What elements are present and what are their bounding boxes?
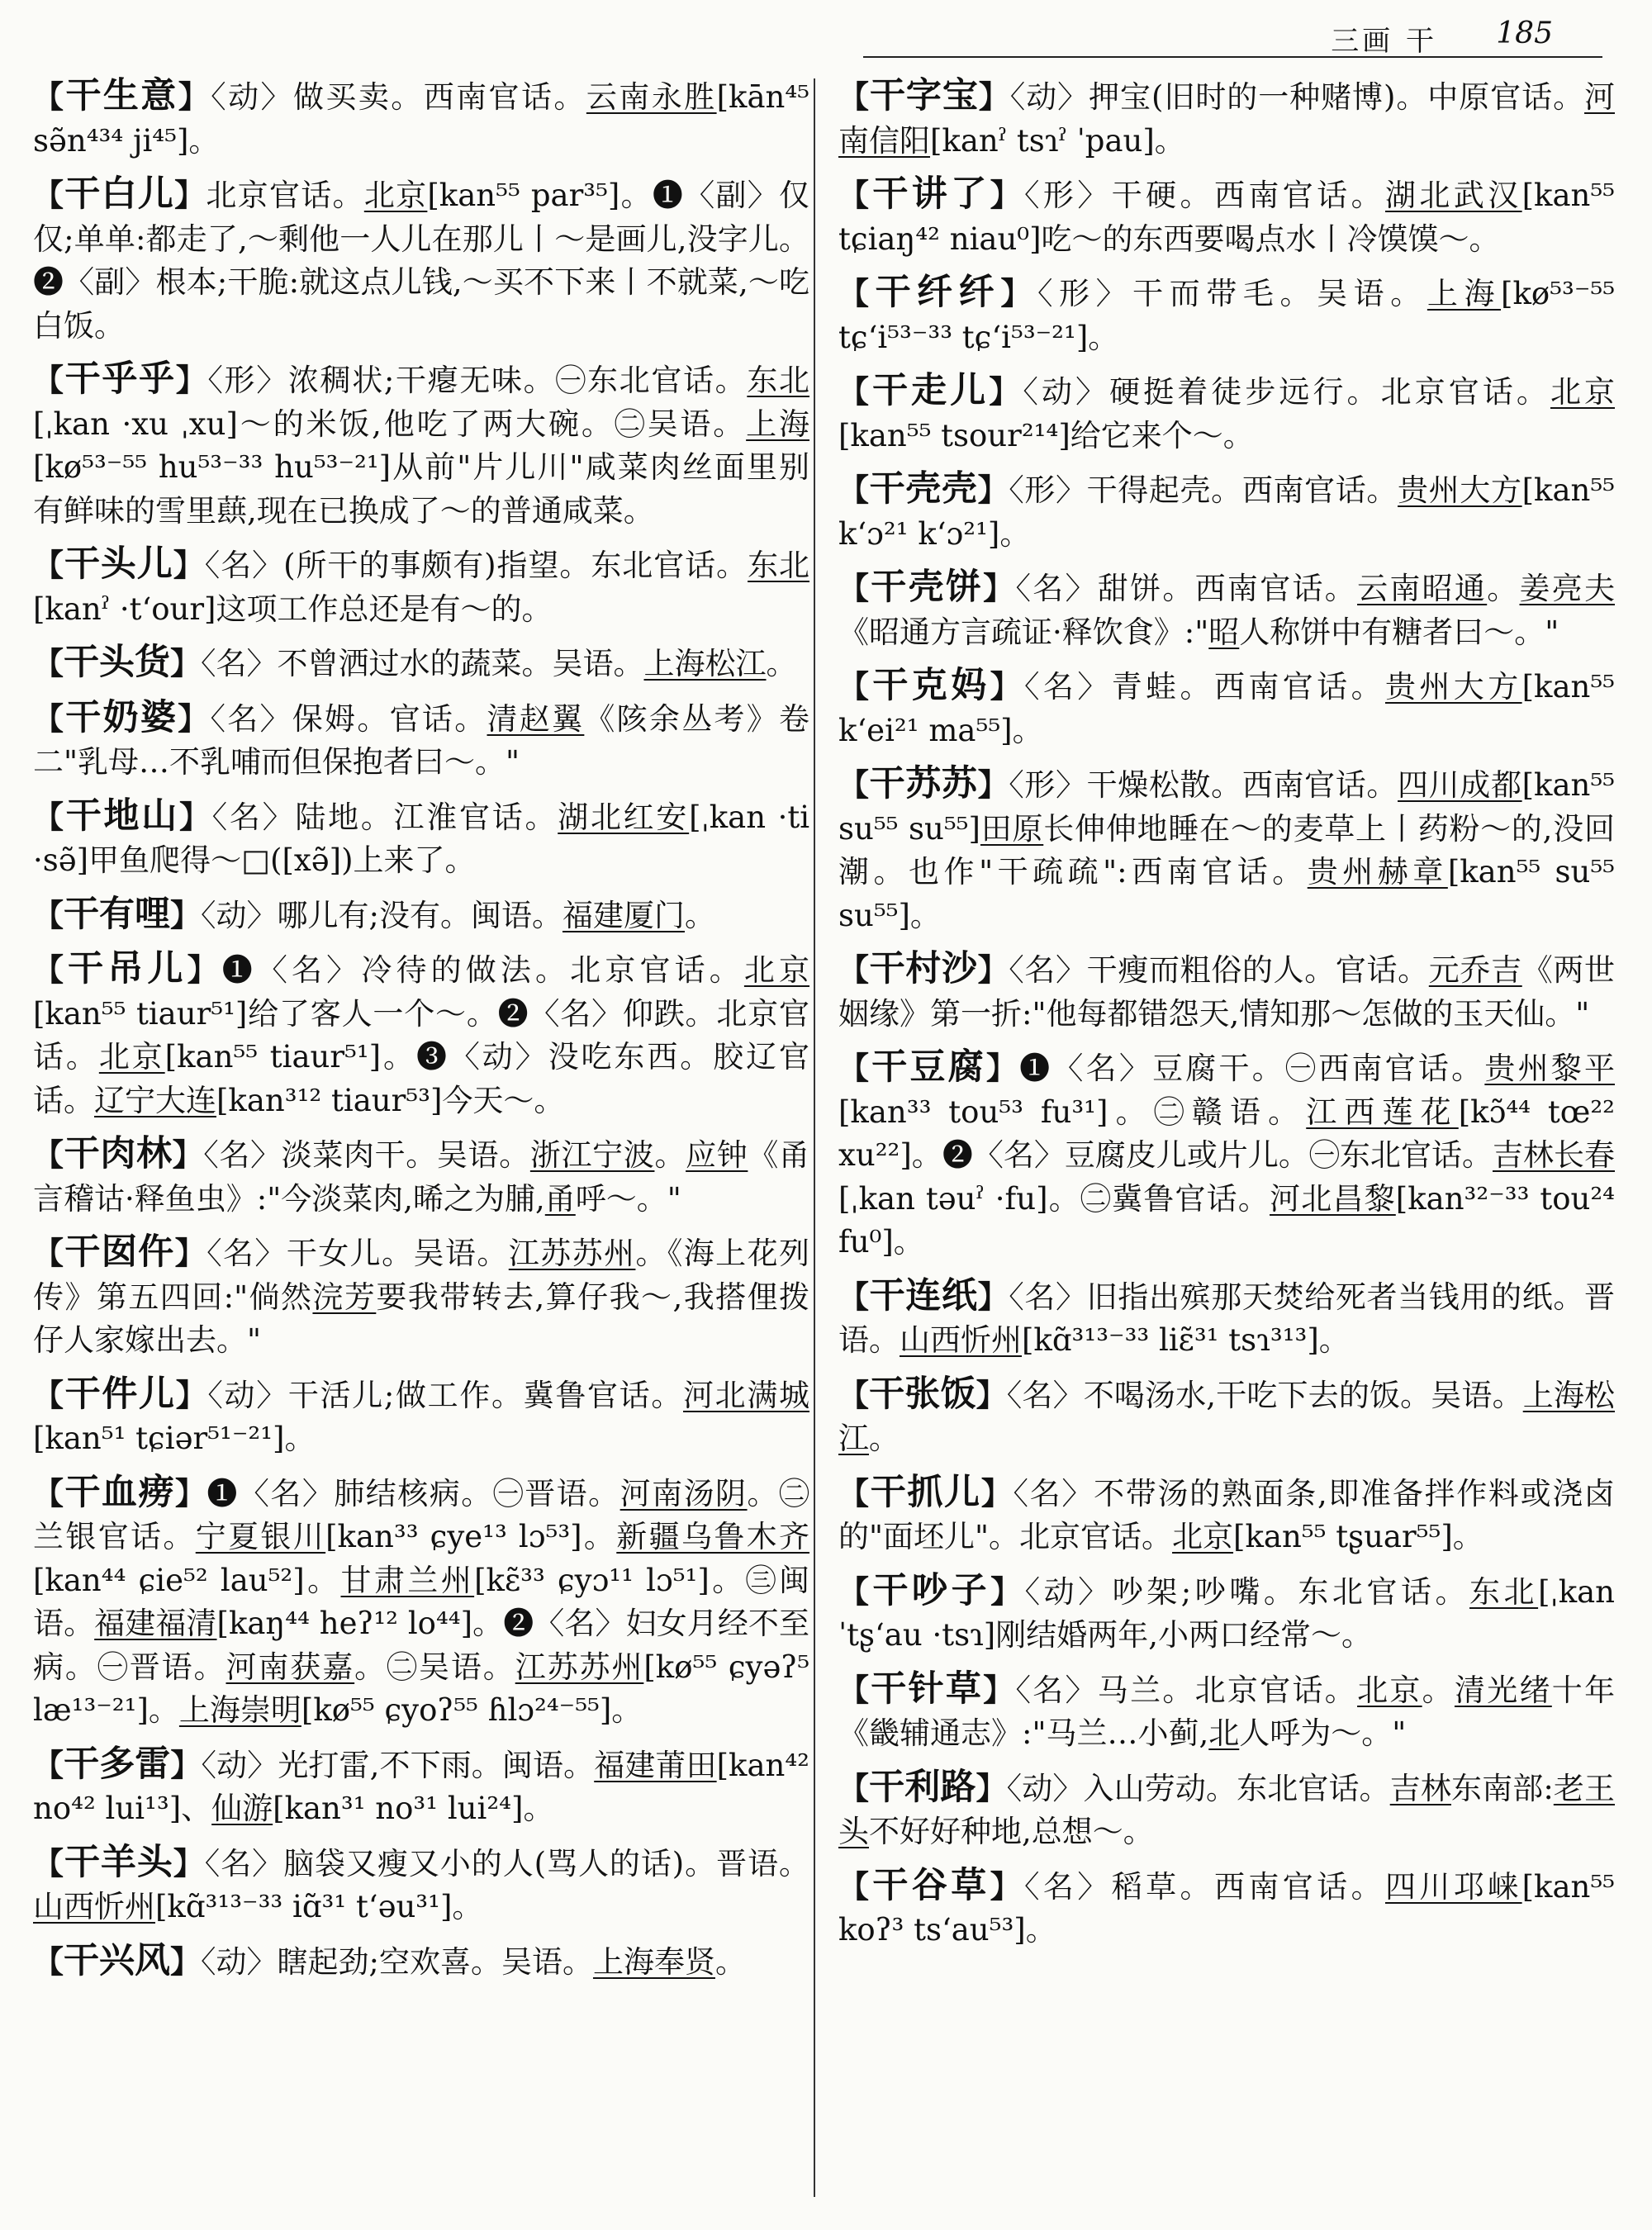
entry: 【干讲了】〈形〉干硬。西南官话。湖北武汉[kan⁵⁵ tɕiaŋ⁴² niau⁰]吃～的东西要喝点水丨冷馍馍～。 — [838, 173, 1615, 257]
definition: 〈名〉不曾洒过水的蔬菜。吴语。上海松江。 — [201, 646, 797, 681]
entry: 【干生意】〈动〉做买卖。西南官话。云南永胜[kān⁴⁵ sə̃n⁴³⁴ ji⁴⁵]。 — [33, 75, 809, 159]
entry: 【干壳壳】〈形〉干得起壳。西南官话。贵州大方[kan⁵⁵ kʻɔ²¹ kʻɔ²¹]。 — [838, 468, 1615, 552]
headword: 干件儿 — [64, 1373, 176, 1415]
definition: 〈动〉瞎起劲;空欢喜。吴语。上海奉贤。 — [201, 1943, 746, 1980]
entry: 【干豆腐】❶〈名〉豆腐干。㊀西南官话。贵州黎平[kan³³ tou⁵³ fu³¹]。㊁赣语。江西莲花[kɔ̃⁴⁴ tœ²² xu²²]。❷〈名〉豆腐皮儿或片儿。㊀东北官话。吉林长春[ˌkan təuˀ ·fu]。㊁冀鲁官话。河北昌黎[kan³²⁻³³ tou²⁴ fu⁰]。 — [838, 1046, 1615, 1260]
entry: 【干血痨】❶〈名〉肺结核病。㊀晋语。河南汤阴。㊁兰银官话。宁夏银川[kan³³ ɕye¹³ lɔ⁵³]。新疆乌鲁木齐[kan⁴⁴ ɕie⁵² lau⁵²]。甘肃兰州[kɛ̃³³ ɕyɔ¹¹ lɔ⁵¹]。㊂闽语。福建福清[kaŋ⁴⁴ heʔ¹² lo⁴⁴]。❷〈名〉妇女月经不至病。㊀晋语。河南获嘉。㊁吴语。江苏苏州[kø⁵⁵ ɕyəʔ⁵ læ¹³⁻²¹]。上海崇明[kø⁵⁵ ɕyoʔ⁵⁵ ɦlɔ²⁴⁻⁵⁵]。 — [33, 1471, 809, 1728]
headword: 干纤纤 — [875, 272, 1001, 313]
definition: 〈名〉干女儿。吴语。江苏苏州。《海上花列传》第五四回:"倘然浣芳要我带转去,算仔我～,我搭俚拨仔人家嫁出去。" — [33, 1236, 809, 1358]
definition: 〈名〉淡菜肉干。吴语。浙江宁波。应钟《甬言稽诂·释鱼虫》:"今淡菜肉,晞之为脯,甬呼～。" — [33, 1137, 809, 1217]
headword: 干利路 — [869, 1766, 976, 1808]
entry: 【干张饭】〈名〉不喝汤水,干吃下去的饭。吴语。上海松江。 — [838, 1373, 1615, 1456]
header-rule — [863, 56, 1602, 58]
headword: 干白儿 — [64, 173, 175, 215]
headword: 干地山 — [65, 795, 179, 837]
entry: 【干壳饼】〈名〉甜饼。西南官话。云南昭通。姜亮夫《昭通方言疏证·释饮食》:"昭人称饼中有糖者曰～。" — [838, 567, 1615, 650]
headword: 干村沙 — [869, 948, 978, 989]
definition: 〈名〉陆地。江淮官话。湖北红安[ˌkan ·ti ·sə̃]甲鱼爬得～□([xə̃])上来了。 — [33, 799, 809, 878]
headword: 干头货 — [64, 642, 170, 683]
definition: 〈名〉稻草。西南官话。四川邛崃[kan⁵⁵ koʔ³ tsʻau⁵³]。 — [838, 1868, 1615, 1948]
definition: ❶〈名〉豆腐干。㊀西南官话。贵州黎平[kan³³ tou⁵³ fu³¹]。㊁赣语。江西莲花[kɔ̃⁴⁴ tœ²² xu²²]。❷〈名〉豆腐皮儿或片儿。㊀东北官话。吉林长春[ˌkan təuˀ ·fu]。㊁冀鲁官话。河北昌黎[kan³²⁻³³ tou²⁴ fu⁰]。 — [838, 1051, 1615, 1260]
headword: 干乎乎 — [64, 358, 176, 400]
entry: 【干奶婆】〈名〉保姆。官话。清赵翼《陔余丛考》卷二"乳母…不乳哺而但保抱者曰～。" — [33, 696, 809, 780]
left-column — [33, 74, 809, 2213]
headword: 干头儿 — [64, 543, 173, 585]
headword: 干吵子 — [872, 1569, 991, 1611]
definition: 〈形〉干而带毛。吴语。上海[kø⁵³⁻⁵⁵ tɕʻi⁵³⁻³³ tɕʻi⁵³⁻²¹]。 — [838, 276, 1615, 355]
definition: 〈动〉吵架;吵嘴。东北官话。东北[ˌkan ˈtʂʻau ·tsɿ]刚结婚两年,小两口经常～。 — [838, 1573, 1615, 1653]
headword: 干吊儿 — [68, 948, 188, 989]
definition: 〈动〉入山劳动。东北官话。吉林东南部:老王头不好好种地,总想～。 — [838, 1770, 1615, 1849]
headword: 干肉林 — [64, 1133, 173, 1174]
definition: 〈名〉不喝汤水,干吃下去的饭。吴语。上海松江。 — [838, 1377, 1615, 1456]
definition: 北京官话。北京[kan⁵⁵ par³⁵]。❶〈副〉仅仅;单单:都走了,～剩他一人儿在那儿丨～是画儿,没字儿。❷〈副〉根本;干脆:就这点儿钱,～买不下来丨不就菜,～吃白饭。 — [33, 178, 809, 344]
entry: 【干针草】〈名〉马兰。北京官话。北京。清光绪十年《畿辅通志》:"马兰…小蓟,北人呼为～。" — [838, 1668, 1615, 1751]
definition: 〈动〉做买卖。西南官话。云南永胜[kān⁴⁵ sə̃n⁴³⁴ ji⁴⁵]。 — [33, 79, 809, 159]
entry: 【干头儿】〈名〉(所干的事颇有)指望。东北官话。东北[kanˀ ·tʻour]这项工作总还是有～的。 — [33, 543, 809, 627]
entry: 【干走儿】〈动〉硬挺着徒步远行。北京官话。北京[kan⁵⁵ tsour²¹⁴]给它来个～。 — [838, 370, 1615, 453]
headword: 干羊头 — [64, 1841, 173, 1883]
definition: ❶〈名〉肺结核病。㊀晋语。河南汤阴。㊁兰银官话。宁夏银川[kan³³ ɕye¹³ lɔ⁵³]。新疆乌鲁木齐[kan⁴⁴ ɕie⁵² lau⁵²]。甘肃兰州[kɛ̃³³ ɕyɔ¹¹ lɔ⁵¹]。㊂闽语。福建福清[kaŋ⁴⁴ heʔ¹² lo⁴⁴]。❷〈名〉妇女月经不至病。㊀晋语。河南获嘉。㊁吴语。江苏苏州[kø⁵⁵ ɕyəʔ⁵ læ¹³⁻²¹]。上海崇明[kø⁵⁵ ɕyoʔ⁵⁵ ɦlɔ²⁴⁻⁵⁵]。 — [33, 1475, 809, 1728]
entry: 【干谷草】〈名〉稻草。西南官话。四川邛崃[kan⁵⁵ koʔ³ tsʻau⁵³]。 — [838, 1864, 1615, 1948]
definition: 〈动〉哪儿有;没有。闽语。福建厦门。 — [201, 897, 715, 933]
headword: 干豆腐 — [871, 1046, 986, 1088]
definition: 〈名〉马兰。北京官话。北京。清光绪十年《畿辅通志》:"马兰…小蓟,北人呼为～。" — [838, 1672, 1615, 1751]
definition: 〈名〉脑袋又瘦又小的人(骂人的话)。晋语。山西忻州[kɑ̃³¹³⁻³³ iɑ̃³¹ tʻəu³¹]。 — [33, 1845, 809, 1924]
definition: 〈名〉保姆。官话。清赵翼《陔余丛考》卷二"乳母…不乳哺而但保抱者曰～。" — [33, 700, 809, 780]
entry: 【干吵子】〈动〉吵架;吵嘴。东北官话。东北[ˌkan ˈtʂʻau ·tsɿ]刚结婚两年,小两口经常～。 — [838, 1569, 1615, 1653]
headword: 干字宝 — [869, 75, 979, 116]
headword: 干血痨 — [64, 1471, 175, 1513]
definition: 〈名〉不带汤的熟面条,即准备拌作料或浇卤的"面坯儿"。北京官话。北京[kan⁵⁵ tʂuar⁵⁵]。 — [838, 1475, 1615, 1554]
headword: 干讲了 — [872, 173, 990, 215]
entry: 【干多雷】〈动〉光打雷,不下雨。闽语。福建莆田[kan⁴² no⁴² lui¹³]、仙游[kan³¹ no³¹ lui²⁴]。 — [33, 1743, 809, 1826]
entry: 【干乎乎】〈形〉浓稠状;干瘪无味。㊀东北官话。东北[ˌkan ·xu ˌxu]～的米饭,他吃了两大碗。㊁吴语。上海[kø⁵³⁻⁵⁵ hu⁵³⁻³³ hu⁵³⁻²¹]从前"片儿川"咸菜肉丝面里别有鲜味的雪里蕻,现在已换成了～的普通咸菜。 — [33, 358, 809, 529]
headword: 干奶婆 — [65, 696, 178, 738]
entry: 【干抓儿】〈名〉不带汤的熟面条,即准备拌作料或浇卤的"面坯儿"。北京官话。北京[kan⁵⁵ tʂuar⁵⁵]。 — [838, 1471, 1615, 1554]
entry: 【干村沙】〈名〉干瘦而粗俗的人。官话。元乔吉《两世姻缘》第一折:"他每都错怨天,情知那～怎做的玉天仙。" — [838, 948, 1615, 1032]
headword: 干有哩 — [64, 893, 170, 935]
headword: 干壳壳 — [869, 468, 978, 510]
definition: 〈形〉干硬。西南官话。湖北武汉[kan⁵⁵ tɕiaŋ⁴² niau⁰]吃～的东西要喝点水丨冷馍馍～。 — [838, 178, 1615, 257]
definition: 〈名〉干瘦而粗俗的人。官话。元乔吉《两世姻缘》第一折:"他每都错怨天,情知那～怎做的玉天仙。" — [838, 952, 1615, 1032]
page-number: 185 — [1496, 17, 1553, 50]
entry: 【干吊儿】❶〈名〉冷待的做法。北京官话。北京[kan⁵⁵ tiaur⁵¹]给了客人一个～。❷〈名〉仰跌。北京官话。北京[kan⁵⁵ tiaur⁵¹]。❸〈动〉没吃东西。胶辽官话。辽宁大连[kan³¹² tiaur⁵³]今天～。 — [33, 948, 809, 1118]
entry: 【干囡仵】〈名〉干女儿。吴语。江苏苏州。《海上花列传》第五四回:"倘然浣芳要我带转去,算仔我～,我搭俚拨仔人家嫁出去。" — [33, 1231, 809, 1358]
entry: 【干件儿】〈动〉干活儿;做工作。冀鲁官话。河北满城[kan⁵¹ tɕiər⁵¹⁻²¹]。 — [33, 1373, 809, 1456]
entry: 【干克妈】〈名〉青蛙。西南官话。贵州大方[kan⁵⁵ kʻei²¹ ma⁵⁵]。 — [838, 665, 1615, 748]
entry: 【干连纸】〈名〉旧指出殡那天焚给死者当钱用的纸。晋语。山西忻州[kɑ̃³¹³⁻³³ liɛ̃³¹ tsɿ³¹³]。 — [838, 1274, 1615, 1358]
definition: 〈动〉光打雷,不下雨。闽语。福建莆田[kan⁴² no⁴² lui¹³]、仙游[kan³¹ no³¹ lui²⁴]。 — [33, 1747, 809, 1826]
headword: 干张饭 — [869, 1373, 976, 1415]
page-header — [33, 10, 1602, 58]
headword: 干连纸 — [869, 1274, 978, 1317]
entry: 【干纤纤】〈形〉干而带毛。吴语。上海[kø⁵³⁻⁵⁵ tɕʻi⁵³⁻³³ tɕʻi⁵³⁻²¹]。 — [838, 272, 1615, 355]
definition: 〈形〉干燥松散。西南官话。四川成都[kan⁵⁵ su⁵⁵ su⁵⁵]田原长伸伸地睡在～的麦草上丨药粉～的,没回潮。也作"干疏疏":西南官话。贵州赫章[kan⁵⁵ su⁵⁵ su⁵⁵]。 — [838, 767, 1615, 933]
headword: 干抓儿 — [870, 1471, 981, 1513]
headword: 干多雷 — [64, 1743, 171, 1785]
headword: 干走儿 — [872, 370, 990, 411]
definition: 〈形〉干得起壳。西南官话。贵州大方[kan⁵⁵ kʻɔ²¹ kʻɔ²¹]。 — [838, 472, 1615, 552]
headword: 干苏苏 — [869, 763, 978, 804]
entry: 【干地山】〈名〉陆地。江淮官话。湖北红安[ˌkan ·ti ·sə̃]甲鱼爬得～□([xə̃])上来了。 — [33, 795, 809, 878]
headword: 干克妈 — [872, 665, 990, 706]
entry: 【干白儿】北京官话。北京[kan⁵⁵ par³⁵]。❶〈副〉仅仅;单单:都走了,～剩他一人儿在那儿丨～是画儿,没字儿。❷〈副〉根本;干脆:就这点儿钱,～买不下来丨不就菜,～吃白饭。 — [33, 173, 809, 344]
definition: 〈名〉青蛙。西南官话。贵州大方[kan⁵⁵ kʻei²¹ ma⁵⁵]。 — [838, 669, 1615, 748]
headword: 干兴风 — [64, 1939, 170, 1981]
section-label: 三画 干 — [1331, 25, 1437, 58]
definition: 〈动〉干活儿;做工作。冀鲁官话。河北满城[kan⁵¹ tɕiər⁵¹⁻²¹]。 — [33, 1377, 809, 1456]
entry: 【干苏苏】〈形〉干燥松散。西南官话。四川成都[kan⁵⁵ su⁵⁵ su⁵⁵]田原长伸伸地睡在～的麦草上丨药粉～的,没回潮。也作"干疏疏":西南官话。贵州赫章[kan⁵⁵ su⁵⁵ su⁵⁵]。 — [838, 763, 1615, 933]
entry: 【干肉林】〈名〉淡菜肉干。吴语。浙江宁波。应钟《甬言稽诂·释鱼虫》:"今淡菜肉,晞之为脯,甬呼～。" — [33, 1133, 809, 1217]
headword: 干生意 — [65, 75, 178, 116]
column-divider — [814, 78, 815, 2197]
headword: 干囡仵 — [64, 1231, 175, 1273]
headword: 干针草 — [871, 1668, 984, 1710]
right-column — [838, 74, 1615, 2213]
definition: 〈动〉硬挺着徒步远行。北京官话。北京[kan⁵⁵ tsour²¹⁴]给它来个～。 — [838, 374, 1615, 453]
definition: 〈名〉甜饼。西南官话。云南昭通。姜亮夫《昭通方言疏证·释饮食》:"昭人称饼中有糖者曰～。" — [838, 571, 1615, 650]
definition: 〈动〉押宝(旧时的一种赌博)。中原官话。河南信阳[kanˀ tsɿˀ ˈpau]。 — [838, 79, 1615, 159]
definition: 〈形〉浓稠状;干瘪无味。㊀东北官话。东北[ˌkan ·xu ˌxu]～的米饭,他吃了两大碗。㊁吴语。上海[kø⁵³⁻⁵⁵ hu⁵³⁻³³ hu⁵³⁻²¹]从前"片儿川"咸菜肉丝面里别有鲜味的雪里蕻,现在已换成了～的普通咸菜。 — [33, 363, 809, 529]
entry: 【干有哩】〈动〉哪儿有;没有。闽语。福建厦门。 — [33, 893, 715, 935]
entry: 【干头货】〈名〉不曾洒过水的蔬菜。吴语。上海松江。 — [33, 642, 797, 683]
definition: ❶〈名〉冷待的做法。北京官话。北京[kan⁵⁵ tiaur⁵¹]给了客人一个～。❷〈名〉仰跌。北京官话。北京[kan⁵⁵ tiaur⁵¹]。❸〈动〉没吃东西。胶辽官话。辽宁大连[kan³¹² tiaur⁵³]今天～。 — [33, 952, 809, 1118]
definition: 〈名〉(所干的事颇有)指望。东北官话。东北[kanˀ ·tʻour]这项工作总还是有～的。 — [33, 548, 809, 627]
entry: 【干利路】〈动〉入山劳动。东北官话。吉林东南部:老王头不好好种地,总想～。 — [838, 1766, 1615, 1849]
entry: 【干兴风】〈动〉瞎起劲;空欢喜。吴语。上海奉贤。 — [33, 1939, 746, 1981]
entry: 【干字宝】〈动〉押宝(旧时的一种赌博)。中原官话。河南信阳[kanˀ tsɿˀ ˈpau]。 — [838, 75, 1615, 159]
entry: 【干羊头】〈名〉脑袋又瘦又小的人(骂人的话)。晋语。山西忻州[kɑ̃³¹³⁻³³ iɑ̃³¹ tʻəu³¹]。 — [33, 1841, 809, 1924]
headword: 干壳饼 — [871, 567, 984, 608]
headword: 干谷草 — [872, 1864, 990, 1906]
definition: 〈名〉旧指出殡那天焚给死者当钱用的纸。晋语。山西忻州[kɑ̃³¹³⁻³³ liɛ̃³¹ tsɿ³¹³]。 — [838, 1279, 1615, 1358]
